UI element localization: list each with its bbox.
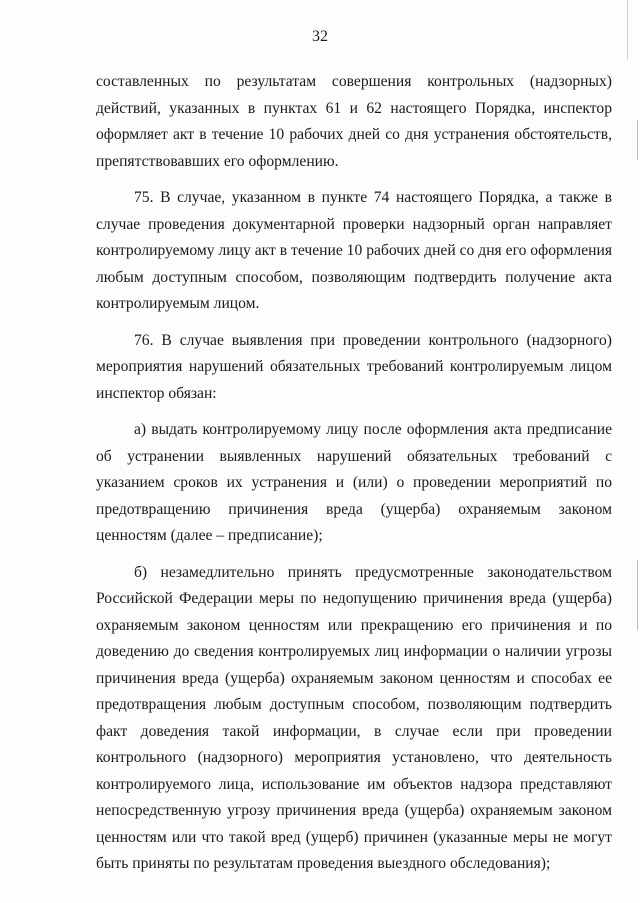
paragraph-76-a: а) выдать контролируемому лицу после оформления акта предписание об устранении выявленных нарушений обязательных требований с указанием сроков их устранения и (или) о проведении мероприятий по предотвращению причинения вреда (ущерба) охраняемым законом ценностям (далее – предписание); — [96, 421, 612, 544]
paragraph-76-b: б) незамедлительно принять предусмотренные законодательством Российской Федерации меры по недопущению причинения вреда (ущерба) охраняемым законом ценностям или прекращению его причинения и по доведению до сведения контролируемых лиц информации о наличии угрозы причинения вреда (ущерба) охраняемым законом ценностям и способах ее предотвращения любым доступным способом, позволяющим подтвердить факт доведения такой информации, в случае если при проведении контрольного (надзорного) мероприятия установлено, что деятельность контролируемого лица, использование им объектов надзора представляют непосредственную угрозу причинения вреда (ущерба) охраняемым законом ценностям или что такой вред (ущерб) причинен (указанные меры не могут быть приняты по результатам проведения выездного обследования); — [96, 563, 612, 872]
paragraph-75: 75. В случае, указанном в пункте 74 настоящего Порядка, а также в случае проведения документарной проверки надзорный орган направляет контролируемому лицу акт в течение 10 рабочих дней со дня его оформления любым доступным способом, позволяющим подтвердить получение акта контролируемым лицом. — [96, 189, 612, 312]
paragraph-76: 76. В случае выявления при проведении контрольного (надзорного) мероприятия нарушений обязательных требований контролируемым лицом инспектор обязан: — [96, 331, 612, 402]
paragraph-continuation: составленных по результатам совершения контрольных (надзорных) действий, указанных в пунктах 61 и 62 настоящего Порядка, инспектор оформляет акт в течение 10 рабочих дней со дня устранения обстоятельств, препятствовавших его оформлению. — [96, 73, 612, 170]
scan-edge-mark — [637, 560, 638, 630]
document-body — [96, 69, 612, 888]
scan-edge-mark — [637, 120, 638, 160]
page-number: 32 — [312, 28, 328, 45]
